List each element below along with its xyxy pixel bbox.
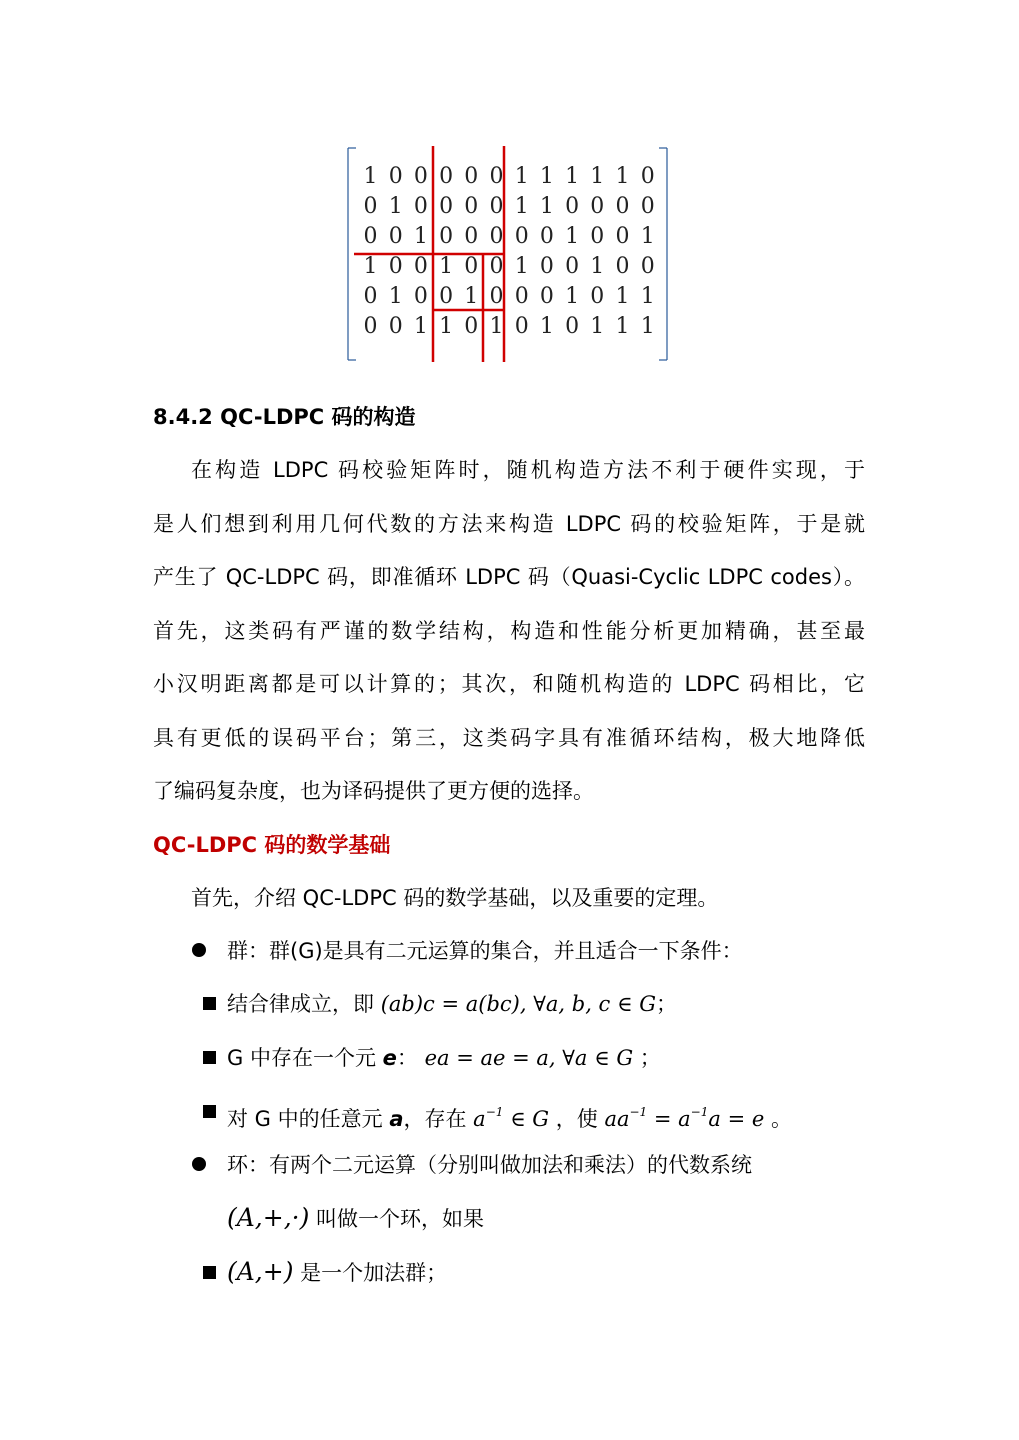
matrix-cell: 0 [388,164,403,189]
matrix-cell: 0 [514,314,529,339]
condition-text: G 中存在一个元 [227,1046,376,1070]
paragraph-line: 小汉明距离都是可以计算的；其次，和随机构造的 LDPC 码相比，它 [153,672,865,696]
bullet-square-icon [203,1051,216,1064]
colon: ： [396,1046,418,1070]
matrix-cell: 1 [565,164,580,189]
bullet-square-icon [203,997,216,1010]
condition-end: 。 [770,1107,792,1131]
matrix-cell: 0 [464,314,479,339]
matrix-cell: 1 [489,314,504,339]
matrix-cell: 1 [439,314,454,339]
matrix-cell: 0 [590,194,605,219]
matrix-cell: 1 [615,284,630,309]
matrix-cell: 0 [413,164,428,189]
matrix-cell: 1 [514,254,529,279]
paragraph-line: 具有更低的误码平台；第三，这类码字具有准循环结构，极大地降低 [153,725,865,750]
matrix-cell: 1 [539,194,554,219]
matrix-cell: 0 [590,284,605,309]
paragraph-line: 是人们想到利用几何代数的方法来构造 LDPC 码的校验矩阵，于是就 [153,511,865,536]
matrix-cell: 0 [439,194,454,219]
ring-text: 叫做一个环，如果 [316,1207,485,1231]
bullet-dot-icon [192,1157,206,1171]
matrix-cell: 1 [615,164,630,189]
matrix-cell: 0 [514,284,529,309]
identity-formula: ea = ae = a, ∀a ∈ G [424,1046,634,1070]
condition-end: ； [639,1046,661,1070]
matrix-cell: 0 [439,284,454,309]
section-heading [153,400,416,434]
matrix-cell: 1 [590,314,605,339]
section-number: 8.4.2 [153,405,213,429]
superscript: −1 [629,1105,648,1119]
matrix-cell: 0 [464,194,479,219]
paragraph-line: 产生了 QC-LDPC 码，即准循环 LDPC 码（Quasi-Cyclic LDPC codes）。 [153,565,865,589]
matrix-cell: 0 [464,254,479,279]
ring-definition: 环：有两个二元运算（分别叫做加法和乘法）的代数系统 [227,1153,752,1177]
matrix-cell: 1 [514,164,529,189]
matrix-cell: 0 [640,164,655,189]
matrix-cell: 0 [489,254,504,279]
matrix-cell: 0 [413,194,428,219]
matrix-cell: 0 [539,254,554,279]
bullet-dot-icon [192,943,206,957]
matrix-cell: 0 [565,314,580,339]
matrix-cell: 1 [590,164,605,189]
matrix-cell: 1 [640,284,655,309]
ring-definition-cont [227,1201,484,1236]
group-condition-associative [227,987,677,1021]
matrix-cell: 0 [640,194,655,219]
inverse-property-formula [604,1107,764,1131]
matrix-cell: 0 [590,224,605,249]
matrix-cell: 0 [388,224,403,249]
matrix-cell: 1 [590,254,605,279]
matrix-cell: 0 [640,254,655,279]
matrix-cell: 1 [464,284,479,309]
matrix-cell: 0 [464,224,479,249]
matrix-cell: 1 [539,164,554,189]
matrix-cell: 0 [439,164,454,189]
matrix-cell: 1 [363,164,378,189]
ring-condition-additive-group [227,1255,447,1290]
matrix-cell: 0 [565,194,580,219]
matrix-cell: 0 [489,194,504,219]
formula-part: = a [647,1107,691,1131]
paragraph-line: 在构造 LDPC 码校验矩阵时，随机构造方法不利于硬件实现，于 [191,458,865,482]
bullet-square-icon [203,1266,216,1279]
matrix-cell: 1 [565,284,580,309]
matrix-cell: 0 [464,164,479,189]
matrix-cell: 0 [388,254,403,279]
superscript: −1 [690,1105,709,1119]
matrix-cell: 0 [489,164,504,189]
math-basis-subheading: QC-LDPC 码的数学基础 [153,833,391,857]
group-definition: 群：群(G)是具有二元运算的集合，并且适合一下条件： [227,939,743,963]
matrix-cell: 1 [565,224,580,249]
group-condition-inverse [227,1095,792,1136]
condition-text: 是一个加法群； [300,1261,448,1285]
matrix-cell: 1 [413,314,428,339]
condition-text: ，存在 [403,1107,467,1131]
additive-group-notation: (A,+) [227,1257,294,1286]
bullet-square-icon [203,1105,216,1118]
group-condition-identity [227,1041,661,1075]
formula-part: a = e [708,1107,765,1131]
matrix-cell: 1 [640,224,655,249]
condition-text: 对 G 中的任意元 [227,1107,383,1131]
matrix-cell: 1 [388,194,403,219]
matrix-cell: 0 [363,314,378,339]
inverse-exists-formula [473,1107,549,1131]
matrix-cell: 0 [413,284,428,309]
matrix-cell: 0 [489,224,504,249]
matrix-cell: 0 [489,284,504,309]
formula-part: a [473,1107,486,1131]
matrix-cell: 0 [615,194,630,219]
condition-text: ，使 [555,1107,598,1131]
identity-variable: e [382,1046,397,1070]
paragraph-line: 了编码复杂度，也为译码提供了更方便的选择。 [153,779,594,803]
matrix-cell: 0 [615,224,630,249]
condition-text: 结合律成立，即 [227,992,374,1016]
matrix-cell: 0 [363,284,378,309]
matrix-cell: 0 [539,224,554,249]
element-variable: a [389,1107,404,1131]
matrix-cell: 0 [363,194,378,219]
matrix-cell: 0 [413,254,428,279]
matrix-cell: 1 [363,254,378,279]
section-title: QC-LDPC 码的构造 [220,405,416,429]
matrix-cell: 0 [388,314,403,339]
partitioned-matrix-figure [344,144,672,366]
condition-end: ； [655,992,677,1016]
formula-part: ∈ G [503,1107,550,1131]
superscript: −1 [485,1105,504,1119]
matrix-cell: 0 [514,224,529,249]
matrix-cell: 0 [363,224,378,249]
ring-notation: (A,+,·) [227,1203,310,1232]
matrix-cell: 1 [439,254,454,279]
body-paragraph [153,444,865,819]
matrix-cell: 1 [388,284,403,309]
matrix-cell: 1 [413,224,428,249]
matrix-cell: 1 [640,314,655,339]
matrix-cell: 0 [539,284,554,309]
associative-formula: (ab)c = a(bc), ∀a, b, c ∈ G [380,992,656,1016]
math-basis-intro: 首先，介绍 QC-LDPC 码的数学基础，以及重要的定理。 [191,886,719,910]
matrix-cell: 1 [514,194,529,219]
paragraph-line: 首先，这类码有严谨的数学结构，构造和性能分析更加精确，甚至最 [153,618,865,643]
matrix-cell: 0 [439,224,454,249]
matrix-cell: 0 [565,254,580,279]
matrix-cell: 0 [615,254,630,279]
matrix-cell: 1 [615,314,630,339]
formula-part: aa [604,1107,630,1131]
matrix-cell: 1 [539,314,554,339]
